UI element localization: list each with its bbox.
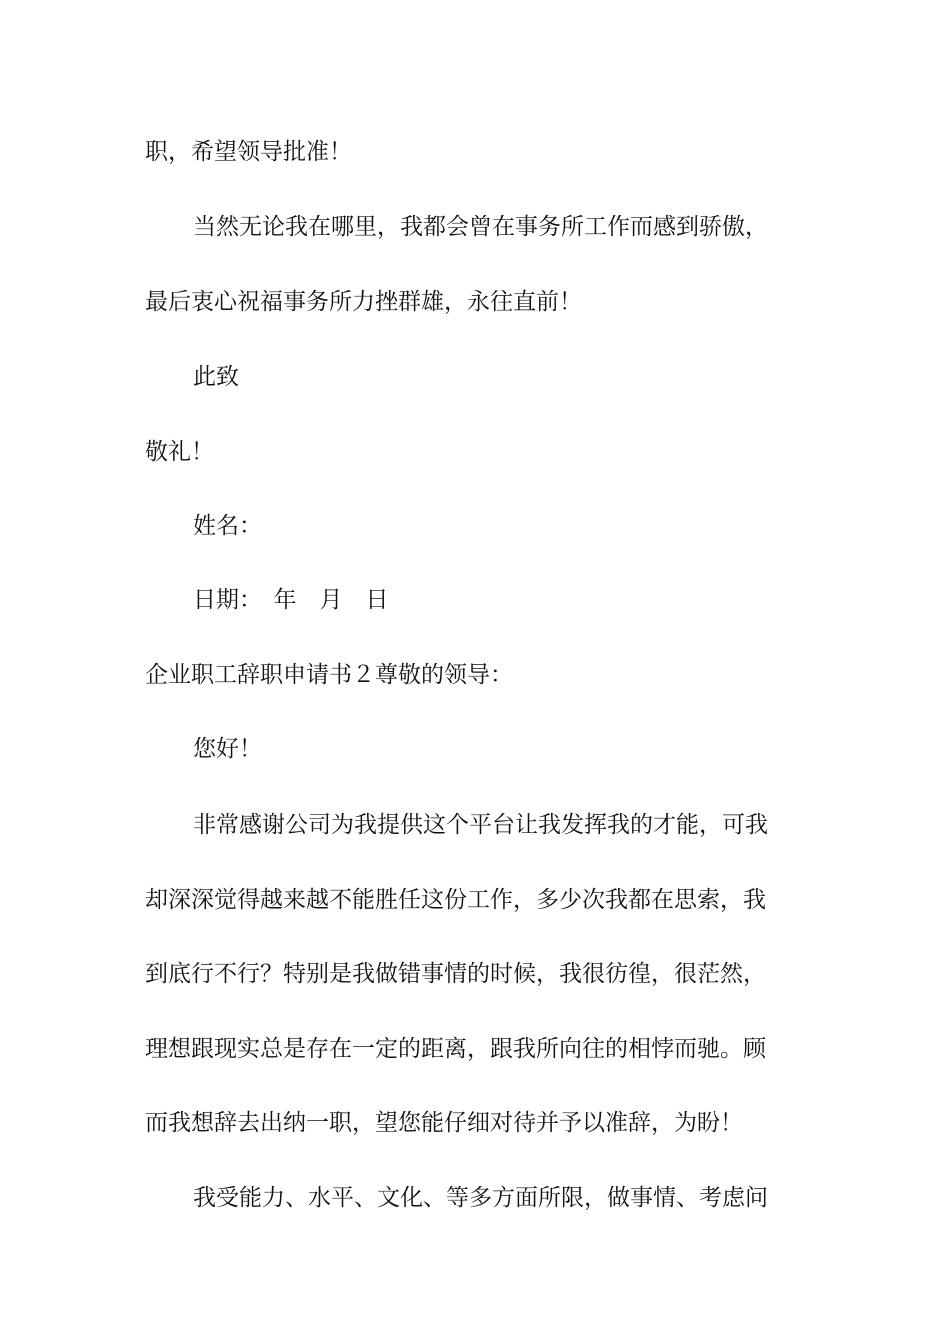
greeting: 您好！ bbox=[193, 736, 262, 762]
text-line: 我受能力、水平、文化、等多方面所限，做事情、考虑问 bbox=[193, 1185, 768, 1211]
text-line: 职，希望领导批准！ bbox=[145, 139, 352, 165]
text-line: 非常感谢公司为我提供这个平台让我发挥我的才能，可我 bbox=[193, 812, 768, 838]
salutation: 敬礼！ bbox=[145, 439, 214, 465]
text-line: 而我想辞去出纳一职，望您能仔细对待并予以准辞，为盼！ bbox=[145, 1110, 743, 1136]
text-line: 到底行不行？特别是我做错事情的时候，我很彷徨，很茫然， bbox=[145, 961, 766, 987]
section-heading: 企业职工辞职申请书２尊敬的领导： bbox=[145, 662, 513, 688]
closing-phrase: 此致 bbox=[193, 364, 239, 390]
text-line: 却深深觉得越来越不能胜任这份工作，多少次我都在思索，我 bbox=[145, 887, 766, 913]
date-field-label: 日期： 年 月 日 bbox=[193, 587, 389, 613]
text-line: 理想跟现实总是存在一定的距离，跟我所向往的相悖而驰。顾 bbox=[145, 1036, 766, 1062]
text-line: 当然无论我在哪里，我都会曾在事务所工作而感到骄傲， bbox=[193, 214, 768, 240]
name-field-label: 姓名： bbox=[193, 513, 262, 539]
text-line: 最后衷心祝福事务所力挫群雄，永往直前！ bbox=[145, 289, 582, 315]
